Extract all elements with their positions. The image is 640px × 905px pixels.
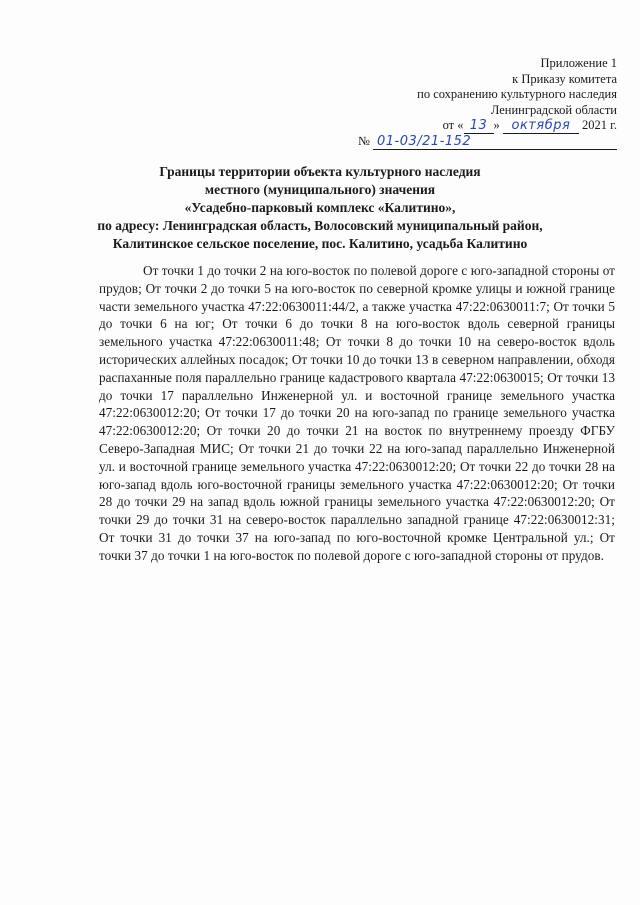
appendix-line-1: Приложение 1 xyxy=(540,56,617,70)
date-month-handwritten: октября xyxy=(511,118,571,133)
date-year: 2021 г. xyxy=(582,118,617,132)
title-line-4: по адресу: Ленинградская область, Волосовский муниципальный район, xyxy=(97,218,543,233)
appendix-header xyxy=(287,56,617,150)
title-line-2: местного (муниципального) значения xyxy=(204,182,436,197)
date-prefix: от « xyxy=(442,118,464,132)
date-month-field xyxy=(503,118,579,134)
title-line-3: «Усадебно-парковый комплекс «Калитино», xyxy=(184,200,456,215)
order-date xyxy=(287,118,617,134)
number-prefix: № xyxy=(357,134,370,148)
title-line-5: Калитинское сельское поселение, пос. Калитино, усадьба Калитино xyxy=(112,236,528,251)
date-day-handwritten: 13 xyxy=(469,118,488,133)
number-handwritten: 01-03/21-152 xyxy=(377,134,472,149)
appendix-line-2: к Приказу комитета xyxy=(512,71,617,86)
boundary-description: От точки 1 до точки 2 на юго-восток по полевой дороге с юго-западной стороны от прудов; От точки 2 до точки 5 на юго-восток по северной кромке улицы и южной границе части земельного участка 47:22:0630011:44/2, а также участка 47:22:0630011:7; От точки 5 до точки 6 на юг; От точки 6 до точки 8 на юго-восток вдоль северной границы земельного участка 47:22:0630011:48; От точки 8 до точки 10 на северо-восток вдоль исторических аллейных посадок; От точки 10 до точки 13 в северном направлении, обходя распаханные поля параллельно границе кадастрового квартала 47:22:0630015; От точки 13 до точки 17 параллельно Инженерной ул. и восточной границе земельного участка 47:22:0630012:20; От точки 17 до точки 20 на юго-запад по границе земельного участка 47:22:0630012:20; От точки 20 до точки 21 на восток по внутреннему проезду ФГБУ Северо-Западная МИС; От точки 21 до точки 22 на юго-запад параллельно Инженерной ул. и восточной границе земельного участка 47:22:0630012:20; От точки 22 до точки 28 на юго-запад вдоль юго-восточной границы земельного участка 47:22:0630012:20; От точки 28 до точки 29 на запад вдоль южной границы земельного участка 47:22:0630012:20; От точки 29 до точки 31 на северо-восток параллельно западной границе 47:22:0630012:31; От точки 31 до точки 37 на юго-запад по юго-восточной кромке Центральной ул.; От точки 37 до точки 1 на юго-восток по полевой дороге с юго-западной стороны от прудов. xyxy=(99,263,615,563)
date-mid: » xyxy=(493,118,500,132)
appendix-line-3: по сохранению культурного наследия xyxy=(417,87,617,101)
date-day-field xyxy=(464,118,494,134)
order-number xyxy=(287,134,617,150)
title-line-1: Границы территории объекта культурного наследия xyxy=(159,164,481,179)
appendix-line-4: Ленинградской области xyxy=(490,102,617,117)
number-field xyxy=(373,134,617,150)
document-title xyxy=(20,163,620,253)
